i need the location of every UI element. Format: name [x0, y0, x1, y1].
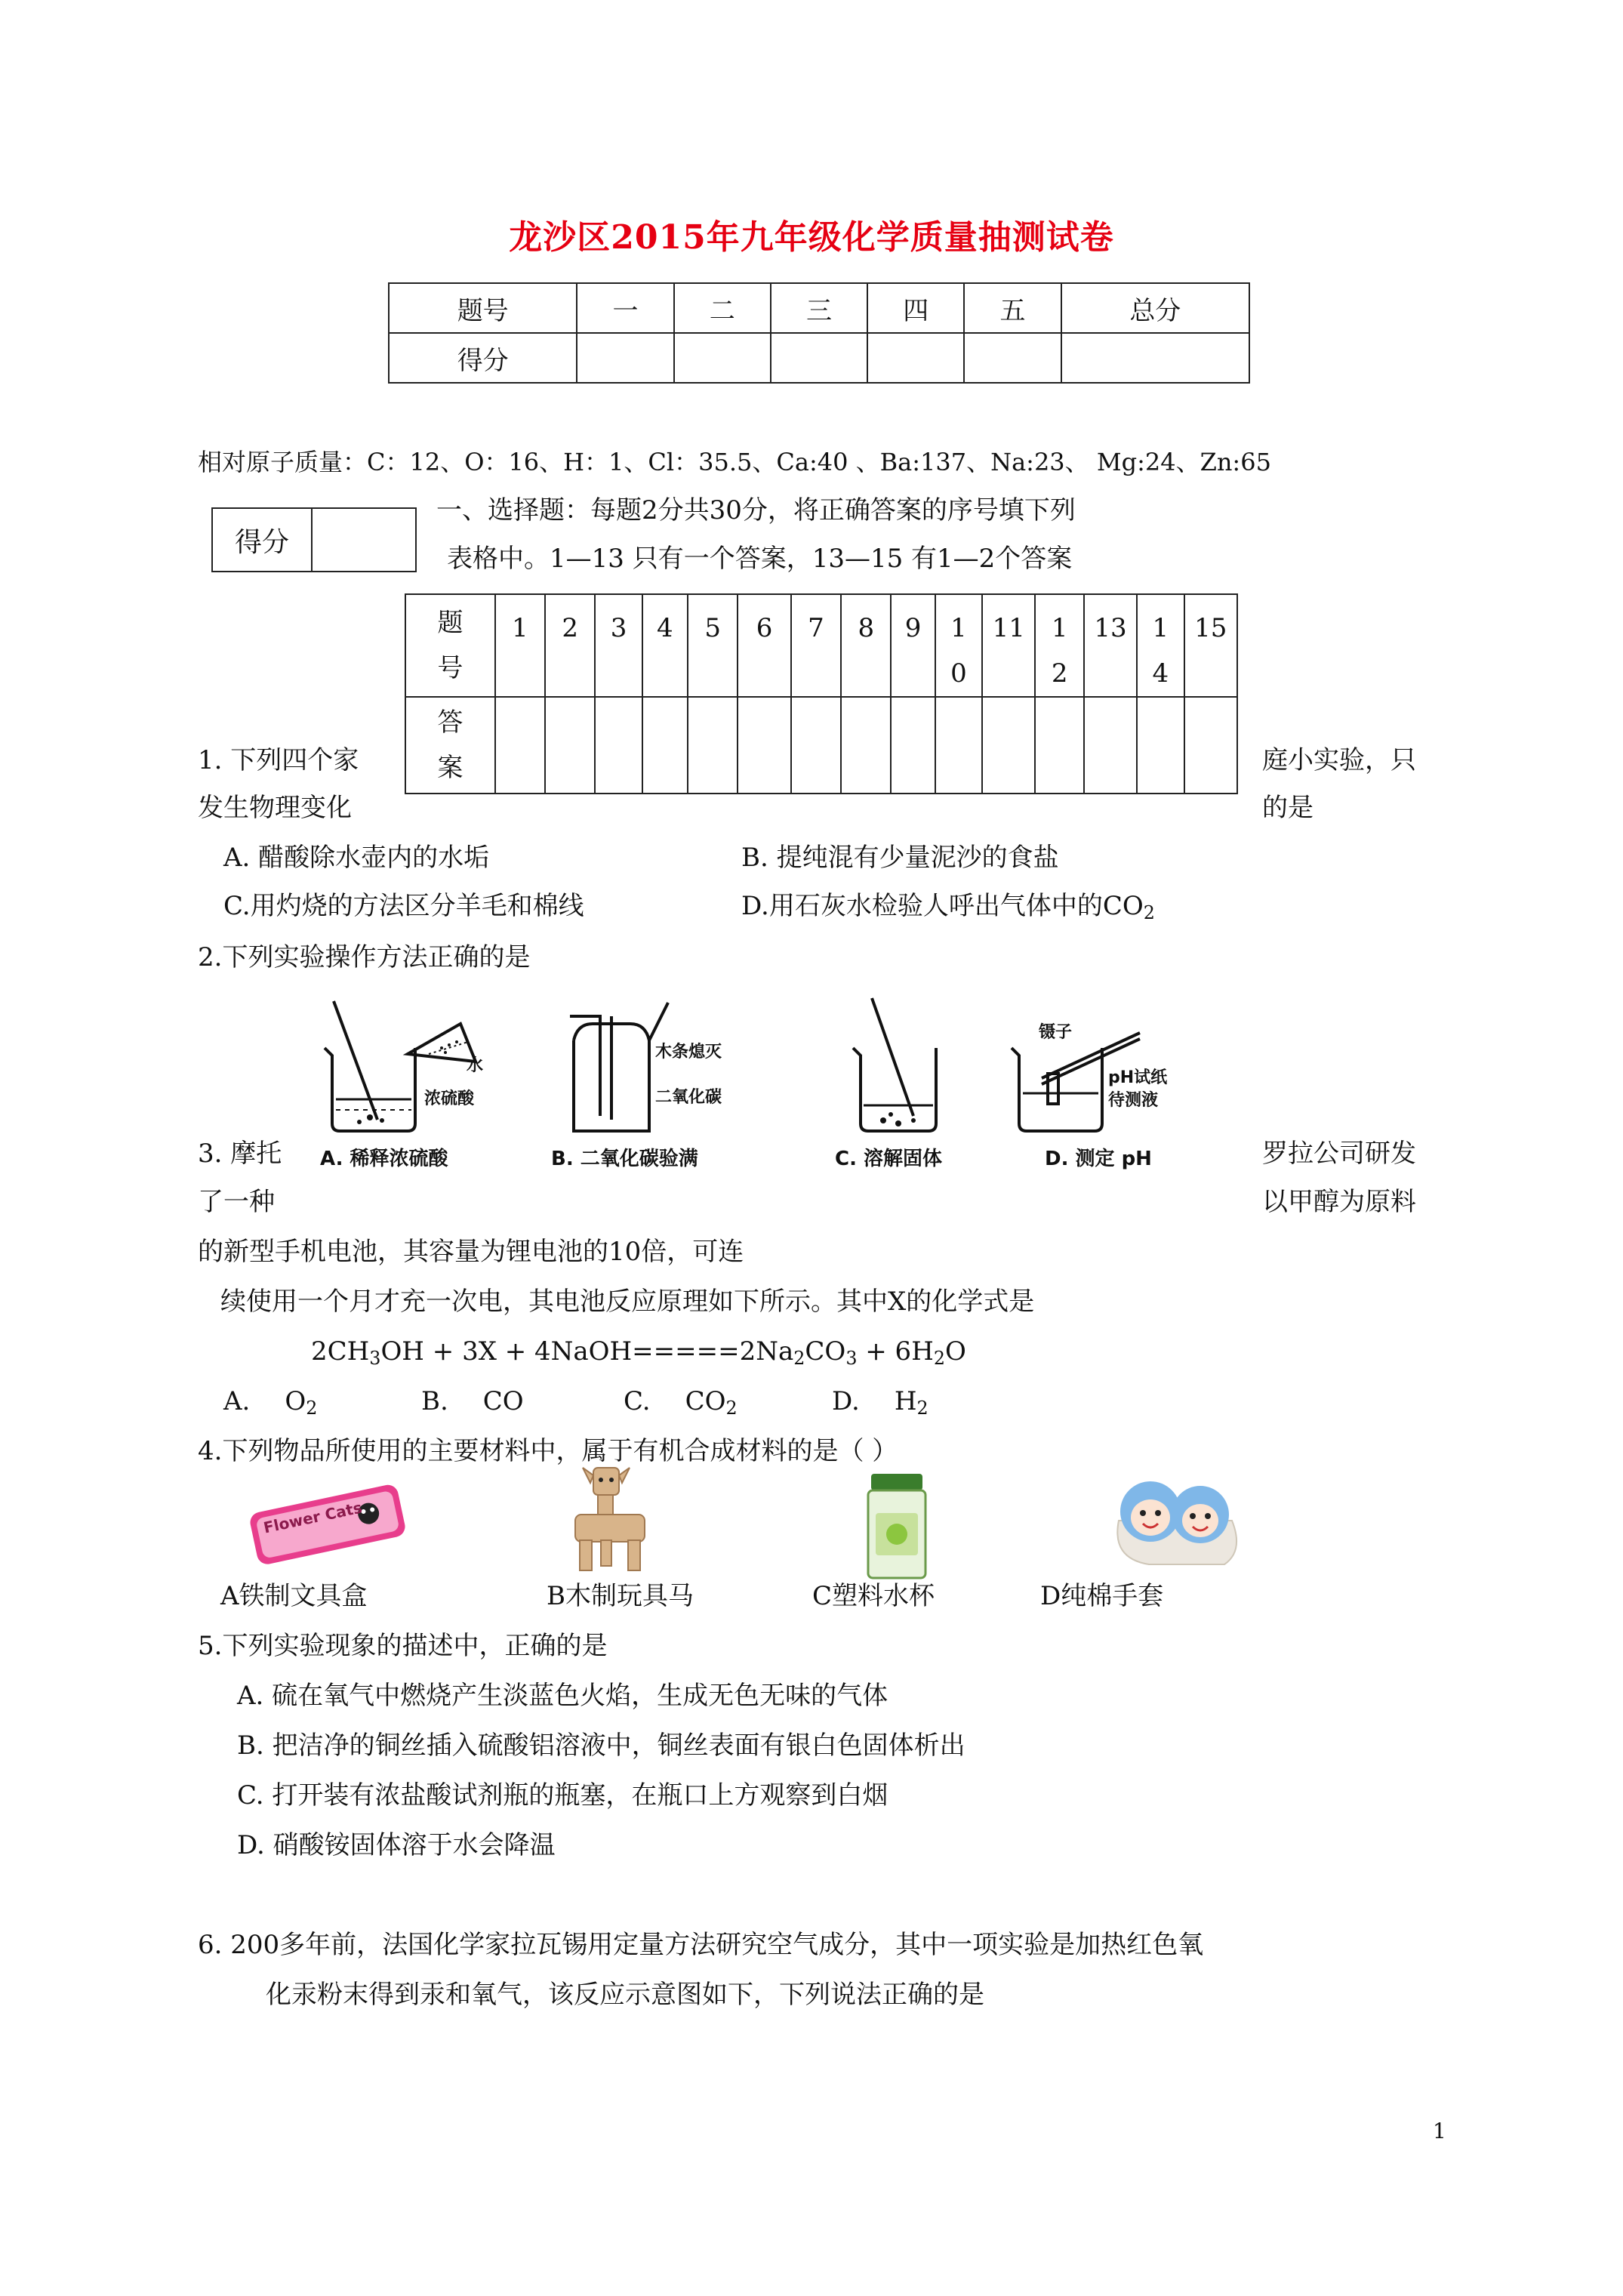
wooden-horse-image [560, 1465, 658, 1578]
answer-input-cell[interactable] [595, 697, 642, 794]
q6-stem-line2: 化汞粉末得到汞和氧气，该反应示意图如下，下列说法正确的是 [266, 1980, 984, 2010]
answer-input-cell[interactable] [935, 697, 982, 794]
q5-option-b: B. 把洁净的铜丝插入硫酸铝溶液中，铜丝表面有银白色固体析出 [237, 1730, 965, 1761]
fig-label-sample: 待测液 [1108, 1091, 1159, 1110]
number-digit: 5 [704, 613, 722, 643]
question-number-cell [738, 594, 790, 697]
fig-label-acid: 浓硫酸 [424, 1089, 475, 1108]
answer-input-cell[interactable] [891, 697, 935, 794]
number-digit: 9 [904, 613, 922, 643]
subscript: 2 [1143, 902, 1155, 923]
answer-input-cell[interactable] [1084, 697, 1137, 794]
q2-option-d: D. 测定 pH [1045, 1148, 1152, 1170]
number-digit: 1 [1152, 613, 1169, 643]
answer-table-answer-row [405, 697, 1237, 794]
score-header-cell: 四 [867, 283, 964, 333]
q3-stem-right-2: 以甲醇为原料 [1262, 1187, 1416, 1217]
subscript: 3 [845, 1348, 858, 1369]
fig-label-water: 水 [467, 1056, 484, 1075]
number-digit: 0 [950, 658, 967, 689]
option-label: A. [223, 1386, 251, 1416]
q1-stem-left-1: 1. 下列四个家 [198, 745, 359, 775]
subscript: 2 [933, 1348, 945, 1369]
q3-stem-line3: 的新型手机电池，其容量为锂电池的10倍，可连 [198, 1237, 744, 1267]
number-digit: 15 [1194, 613, 1227, 643]
q1-option-d-text: D.用石灰水检验人呼出气体中的CO [741, 891, 1144, 921]
q1-stem-right-1: 庭小实验，只 [1262, 745, 1416, 775]
q2-stem: 2.下列实验操作方法正确的是 [198, 942, 531, 972]
glass-rod-icon [334, 1001, 377, 1120]
answer-input-cell[interactable] [688, 697, 738, 794]
answer-input-cell[interactable] [841, 697, 891, 794]
option-label: C. [624, 1386, 651, 1416]
q1-option-d [741, 891, 1155, 928]
answer-input-cell[interactable] [982, 697, 1035, 794]
q1-stem-left-2: 发生物理变化 [198, 793, 352, 823]
subscript: 2 [793, 1348, 805, 1369]
score-header-cell: 题号 [389, 283, 577, 333]
score-input-cell[interactable] [577, 333, 673, 383]
question-number-cell [1084, 594, 1137, 697]
q3-option-d [832, 1386, 929, 1423]
atomic-mass-line: 相对原子质量：C：12、O：16、H：1、Cl：35.5、Ca:40 、Ba:137、Na:23、 Mg:24、Zn:65 [198, 448, 1271, 476]
answer-table-row-label [405, 594, 495, 697]
fig-label-wood: 木条熄灭 [655, 1043, 722, 1062]
number-digit: 7 [808, 613, 824, 643]
q3-option-b [421, 1386, 524, 1423]
score-table [388, 282, 1250, 384]
page-title: 龙沙区2015年九年级化学质量抽测试卷 [509, 218, 1114, 257]
number-digit: 2 [562, 613, 578, 643]
q4-option-c: C塑料水杯 [812, 1581, 935, 1611]
cotton-gloves-image [1104, 1475, 1249, 1573]
q1-option-a: A. 醋酸除水壶内的水垢 [223, 843, 490, 873]
answer-table-number-row [405, 594, 1237, 697]
number-digit: 1 [950, 613, 967, 643]
option-text: CO [482, 1386, 524, 1416]
number-digit: 1 [1051, 613, 1068, 643]
question-number-cell [595, 594, 642, 697]
score-row-label: 得分 [389, 333, 577, 383]
number-digit: 2 [1051, 658, 1068, 689]
label-char: 题 [437, 608, 463, 638]
glass-rod-c-icon [872, 998, 913, 1116]
subscript: 2 [725, 1398, 738, 1419]
question-number-cell [1035, 594, 1083, 697]
q4-option-d: D纯棉手套 [1040, 1581, 1164, 1611]
option-text: CO [685, 1386, 726, 1416]
q2-option-c: C. 溶解固体 [835, 1148, 943, 1170]
q2-option-a: A. 稀释浓硫酸 [320, 1148, 448, 1170]
q3-option-c [624, 1386, 738, 1423]
answer-input-cell[interactable] [791, 697, 841, 794]
pencil-case-label: Flower Cats [261, 1498, 364, 1537]
q5-option-c: C. 打开装有浓盐酸试剂瓶的瓶塞，在瓶口上方观察到白烟 [237, 1780, 888, 1811]
question-number-cell [1184, 594, 1237, 697]
q3-stem-line4: 续使用一个月才充一次电，其电池反应原理如下所示。其中X的化学式是 [220, 1287, 1035, 1317]
answer-input-cell[interactable] [495, 697, 545, 794]
q6-stem-line1: 6. 200多年前，法国化学家拉瓦锡用定量方法研究空气成分，其中一项实验是加热红色氧 [198, 1930, 1204, 1960]
label-char: 案 [437, 753, 463, 783]
section1-instruction-1: 一、选择题：每题2分共30分，将正确答案的序号填下列 [436, 495, 1076, 525]
number-digit: 4 [657, 613, 673, 643]
q4-option-b: B木制玩具马 [547, 1581, 694, 1611]
label-char: 号 [437, 653, 463, 683]
q3-stem-left-2: 了一种 [198, 1187, 275, 1217]
answer-table [405, 593, 1238, 794]
q4-option-a: A铁制文具盒 [220, 1581, 368, 1611]
wooden-splint-icon [649, 1003, 668, 1040]
section1-instruction-2: 表格中。1—13 只有一个答案，13—15 有1—2个答案 [447, 544, 1073, 574]
score-table-header-row [389, 283, 1249, 333]
answer-input-cell[interactable] [1184, 697, 1237, 794]
question-number-cell [982, 594, 1035, 697]
subscript: 2 [306, 1398, 318, 1419]
answer-table-row-label [405, 697, 495, 794]
number-digit: 1 [512, 613, 528, 643]
score-input-cell[interactable] [771, 333, 867, 383]
label-char: 答 [437, 707, 463, 738]
q4-stem: 4.下列物品所使用的主要材料中，属于有机合成材料的是（ ） [198, 1436, 898, 1466]
score-header-cell: 总分 [1061, 283, 1249, 333]
question-number-cell [642, 594, 688, 697]
score-input-cell[interactable] [1061, 333, 1249, 383]
answer-input-cell[interactable] [1035, 697, 1083, 794]
section-score-box [211, 507, 417, 572]
q3-stem-right-1: 罗拉公司研发 [1262, 1139, 1416, 1169]
question-number-cell [841, 594, 891, 697]
question-number-cell [1137, 594, 1184, 697]
q2-option-b: B. 二氧化碳验满 [551, 1148, 698, 1170]
q3-equation [311, 1336, 966, 1373]
q3-stem-left-1: 3. 摩托 [198, 1139, 282, 1169]
q5-option-a: A. 硫在氧气中燃烧产生淡蓝色火焰，生成无色无味的气体 [237, 1681, 888, 1711]
question-number-cell [935, 594, 982, 697]
subscript: 3 [369, 1348, 381, 1369]
number-digit: 13 [1094, 613, 1127, 643]
question-number-cell [791, 594, 841, 697]
question-number-cell [545, 594, 595, 697]
q5-option-d: D. 硝酸铵固体溶于水会降温 [237, 1830, 556, 1860]
option-text: O [285, 1386, 306, 1416]
score-header-cell: 五 [964, 283, 1061, 333]
number-digit: 8 [858, 613, 875, 643]
eq-part: 2CH [311, 1336, 370, 1367]
answer-input-cell[interactable] [642, 697, 688, 794]
eq-part: + 6H [857, 1336, 934, 1367]
question-number-cell [688, 594, 738, 697]
option-label: D. [832, 1386, 860, 1416]
score-input-cell[interactable] [674, 333, 771, 383]
eq-part: O [944, 1336, 966, 1367]
number-digit: 11 [992, 613, 1025, 643]
question-number-cell [891, 594, 935, 697]
q1-stem-right-2: 的是 [1262, 793, 1313, 823]
option-label: B. [421, 1386, 448, 1416]
score-header-cell: 二 [674, 283, 771, 333]
answer-input-cell[interactable] [1137, 697, 1184, 794]
fig-label-co2: 二氧化碳 [655, 1088, 722, 1107]
score-header-cell: 三 [771, 283, 867, 333]
q1-option-b: B. 提纯混有少量泥沙的食盐 [741, 843, 1059, 873]
plastic-cup-image [861, 1471, 933, 1583]
score-input-cell[interactable] [964, 333, 1061, 383]
number-digit: 4 [1152, 658, 1169, 689]
score-header-cell: 一 [577, 283, 673, 333]
answer-input-cell[interactable] [738, 697, 790, 794]
score-table-score-row [389, 333, 1249, 383]
option-text: H [894, 1386, 917, 1416]
page-number: 1 [1433, 2119, 1446, 2143]
section-score-label: 得分 [213, 509, 313, 571]
eq-part: OH + 3X + 4NaOH=====2Na [380, 1336, 794, 1367]
fig-label-tweezers: 镊子 [1039, 1023, 1073, 1042]
q2-lab-figures [317, 995, 1208, 1146]
q3-option-a [223, 1386, 317, 1423]
number-digit: 3 [610, 613, 627, 643]
q5-stem: 5.下列实验现象的描述中，正确的是 [198, 1631, 608, 1661]
subscript: 2 [916, 1398, 929, 1419]
q1-option-c: C.用灼烧的方法区分羊毛和棉线 [223, 891, 584, 921]
section-score-input[interactable] [313, 509, 415, 571]
score-input-cell[interactable] [867, 333, 964, 383]
number-digit: 6 [756, 613, 773, 643]
answer-input-cell[interactable] [545, 697, 595, 794]
question-number-cell [495, 594, 545, 697]
fig-label-ph-paper: pH试纸 [1108, 1068, 1168, 1087]
eq-part: CO [805, 1336, 846, 1367]
